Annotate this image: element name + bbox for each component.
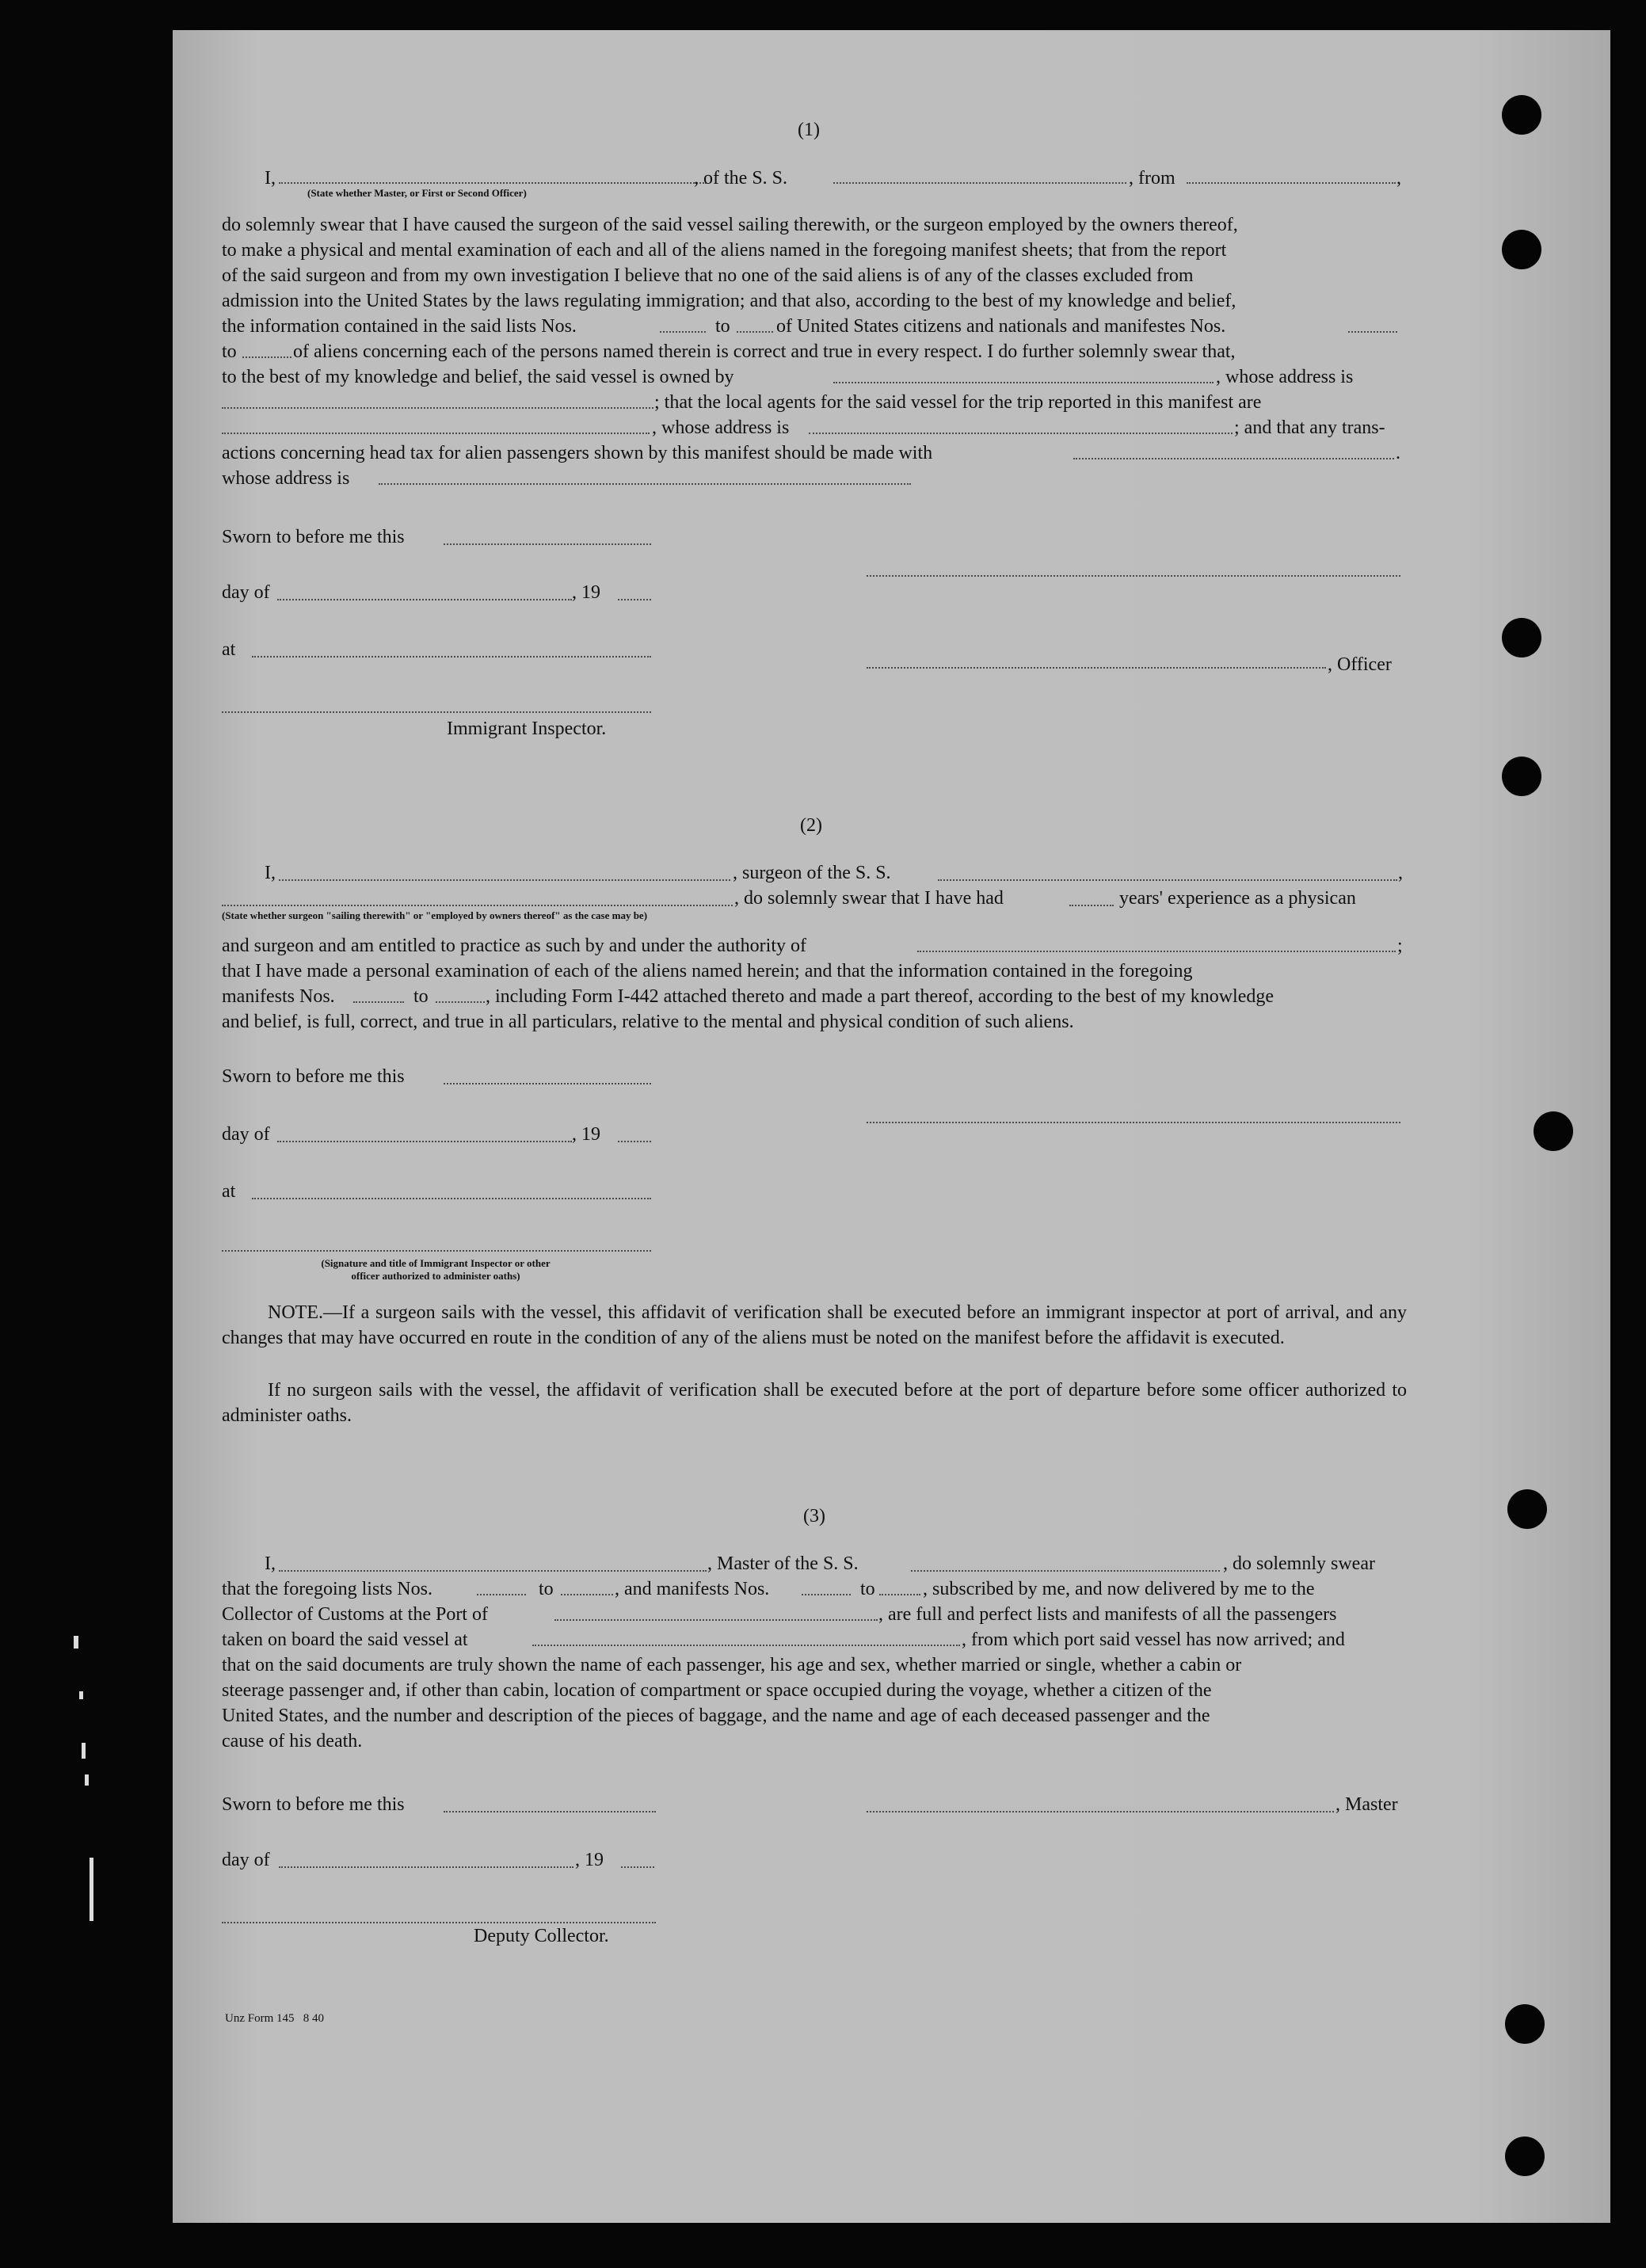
film-speck bbox=[90, 1858, 93, 1921]
owner-blank[interactable] bbox=[833, 382, 1214, 383]
s2-at-label: at bbox=[222, 1181, 236, 1202]
s3-sworn-label: Sworn to before me this bbox=[222, 1794, 405, 1815]
film-speck bbox=[85, 1774, 89, 1786]
s3-lists-to-blank[interactable] bbox=[561, 1594, 613, 1595]
s2-line1-surgeon: , surgeon of the S. S. bbox=[733, 863, 891, 883]
s1-text-line7b: to bbox=[715, 316, 730, 337]
s1-day-blank[interactable] bbox=[277, 599, 572, 600]
s3-year-blank[interactable] bbox=[621, 1866, 654, 1868]
s1-text-line8a: to bbox=[222, 341, 237, 362]
s1-text-line11b: ; and that any trans- bbox=[1234, 417, 1385, 438]
s2-line1-comma: , bbox=[1398, 863, 1403, 883]
s2-signature-caption-1: (Signature and title of Immigrant Inspector or other bbox=[321, 1257, 551, 1269]
s2-line2a: , do solemnly swear that I have had bbox=[734, 888, 1004, 909]
s1-line1-comma: , bbox=[1396, 168, 1401, 189]
surgeon-name-blank[interactable] bbox=[279, 879, 730, 881]
manifests-from-blank[interactable] bbox=[1348, 331, 1397, 333]
s3-line1-swear: , do solemnly swear bbox=[1223, 1553, 1375, 1574]
s1-sworn-date-blank[interactable] bbox=[444, 543, 651, 545]
owner-address-blank[interactable] bbox=[222, 407, 653, 409]
s2-note-paragraph-1: NOTE.—If a surgeon sails with the vessel, this affidavit of verification shall be executed before an immigrant inspector at port of arrival, and any changes that may have occurred en route in the condition of any of the aliens must be noted on the manifest before the affidavit is executed. bbox=[222, 1302, 1407, 1348]
s2-line2b: years' experience as a physican bbox=[1119, 888, 1356, 909]
s3-master-signature-blank[interactable] bbox=[867, 1811, 1334, 1812]
s1-inspector-label: Immigrant Inspector. bbox=[447, 719, 607, 739]
s1-text-line7a: the information contained in the said lists Nos. bbox=[222, 316, 577, 337]
s1-text-line3: do solemnly swear that I have caused the surgeon of the said vessel sailing therewith, or the surgeon employed by the owners thereof, bbox=[222, 215, 1238, 235]
s1-signature-blank[interactable] bbox=[867, 575, 1400, 577]
s2-line5b: to bbox=[413, 986, 429, 1007]
from-port-blank[interactable] bbox=[1187, 182, 1396, 184]
s3-vessel-blank[interactable] bbox=[911, 1570, 1220, 1572]
s1-text-line13: whose address is bbox=[222, 468, 350, 489]
s1-text-line12: actions concerning head tax for alien passengers shown by this manifest should be made with bbox=[222, 443, 933, 463]
s1-text-line9a: to the best of my knowledge and belief, the said vessel is owned by bbox=[222, 367, 734, 387]
s2-line3-end: ; bbox=[1397, 936, 1403, 956]
punch-hole bbox=[1502, 230, 1541, 269]
lists-from-blank[interactable] bbox=[660, 331, 706, 333]
authority-blank[interactable] bbox=[917, 951, 1396, 952]
s3-master-name-blank[interactable] bbox=[279, 1570, 707, 1572]
s3-line8: cause of his death. bbox=[222, 1731, 363, 1752]
s3-master-label: , Master bbox=[1335, 1794, 1398, 1815]
s1-text-line6: admission into the United States by the laws regulating immigration; and that also, according to the best of my knowledge and belief, bbox=[222, 291, 1236, 311]
s2-note-paragraph-2: If no surgeon sails with the vessel, the affidavit of verification shall be executed before at the port of departure before some officer authorized to administer oaths. bbox=[222, 1380, 1407, 1426]
section-2-heading: (2) bbox=[800, 815, 822, 836]
master-name-blank[interactable] bbox=[279, 182, 707, 184]
s3-line5: that on the said documents are truly shown the name of each passenger, his age and sex, whether married or single, whether a cabin or bbox=[222, 1655, 1242, 1675]
s1-inspector-signature-blank[interactable] bbox=[222, 711, 651, 713]
boarding-port-blank[interactable] bbox=[532, 1645, 960, 1646]
punch-hole bbox=[1502, 757, 1541, 796]
s1-text-line11a: , whose address is bbox=[652, 417, 790, 438]
s2-vessel-blank[interactable] bbox=[938, 879, 1397, 881]
section-3-heading: (3) bbox=[803, 1506, 825, 1527]
s3-year-label: , 19 bbox=[575, 1850, 604, 1870]
s2-line5c: , including Form I-442 attached thereto and made a part thereof, according to the best of my knowledge bbox=[486, 986, 1275, 1007]
film-speck bbox=[79, 1691, 83, 1699]
s1-place-blank[interactable] bbox=[252, 656, 651, 658]
s2-surgeon-signature-blank[interactable] bbox=[867, 1122, 1400, 1123]
s3-line3b: , are full and perfect lists and manifests of all the passengers bbox=[878, 1604, 1337, 1625]
s1-officer-label: , Officer bbox=[1328, 654, 1392, 675]
lists-to-blank[interactable] bbox=[737, 331, 773, 333]
s1-line1-from: , from bbox=[1129, 168, 1175, 189]
s2-year-label: , 19 bbox=[572, 1124, 600, 1145]
s1-sworn-label: Sworn to before me this bbox=[222, 527, 405, 547]
film-speck bbox=[82, 1743, 86, 1759]
punch-hole bbox=[1502, 618, 1541, 658]
s2-manifests-from-blank[interactable] bbox=[353, 1001, 404, 1003]
s2-sworn-date-blank[interactable] bbox=[444, 1083, 651, 1084]
s3-line2c: , and manifests Nos. bbox=[615, 1579, 770, 1599]
s3-lists-from-blank[interactable] bbox=[477, 1594, 526, 1595]
s1-line1-ofss: , of the S. S. bbox=[694, 168, 788, 189]
s3-line2a: that the foregoing lists Nos. bbox=[222, 1579, 432, 1599]
s3-sworn-date-blank[interactable] bbox=[444, 1811, 656, 1812]
s1-text-line7c: of United States citizens and nationals and manifestes Nos. bbox=[776, 316, 1226, 337]
punch-hole bbox=[1534, 1111, 1573, 1151]
s3-manifests-to-blank[interactable] bbox=[879, 1594, 920, 1595]
s1-line1-i: I, bbox=[265, 168, 276, 189]
local-agents-blank[interactable] bbox=[222, 433, 650, 434]
s3-line1-master: , Master of the S. S. bbox=[707, 1553, 859, 1574]
s1-dayof-label: day of bbox=[222, 582, 270, 603]
s3-line7: United States, and the number and description of the pieces of baggage, and the name and age of each deceased passenger and the bbox=[222, 1706, 1210, 1726]
s2-surgeon-note: (State whether surgeon "sailing therewith" or "employed by owners thereof" as the case may be) bbox=[222, 909, 648, 921]
s1-text-line12-end: . bbox=[1396, 443, 1400, 463]
s1-officer-signature-blank[interactable] bbox=[867, 667, 1326, 669]
vessel-name-blank[interactable] bbox=[833, 182, 1126, 184]
film-speck bbox=[74, 1636, 78, 1649]
s1-text-line10: ; that the local agents for the said vessel for the trip reported in this manifest are bbox=[654, 392, 1262, 413]
punch-hole bbox=[1507, 1489, 1547, 1529]
s3-collector-label: Deputy Collector. bbox=[474, 1926, 609, 1946]
head-tax-address-blank[interactable] bbox=[379, 483, 911, 485]
s3-day-blank[interactable] bbox=[279, 1866, 573, 1868]
s1-year-blank[interactable] bbox=[618, 599, 651, 600]
s3-line2e: , subscribed by me, and now delivered by me to the bbox=[923, 1579, 1315, 1599]
manifests-to-blank[interactable] bbox=[242, 356, 291, 358]
years-experience-blank[interactable] bbox=[1069, 905, 1114, 906]
s1-text-line5: of the said surgeon and from my own investigation I believe that no one of the said aliens is of any of the classes excluded from bbox=[222, 265, 1194, 286]
s1-at-label: at bbox=[222, 639, 236, 660]
s3-line2b: to bbox=[539, 1579, 554, 1599]
s2-place-blank[interactable] bbox=[252, 1198, 651, 1199]
s1-officer-note: (State whether Master, or First or Second Officer) bbox=[307, 187, 527, 199]
punch-hole bbox=[1505, 2004, 1545, 2044]
s2-manifests-to-blank[interactable] bbox=[436, 1001, 485, 1003]
s3-line6: steerage passenger and, if other than cabin, location of compartment or space occupied during the voyage, whether a citizen of the bbox=[222, 1680, 1212, 1701]
punch-hole bbox=[1505, 2136, 1545, 2176]
s1-year-label: , 19 bbox=[572, 582, 600, 603]
s1-text-line8b: of aliens concerning each of the persons named therein is correct and true in every respect. I do further solemnly swear that, bbox=[293, 341, 1236, 362]
s2-day-blank[interactable] bbox=[277, 1141, 572, 1142]
s2-sworn-label: Sworn to before me this bbox=[222, 1066, 405, 1087]
s3-line1-i: I, bbox=[265, 1553, 276, 1574]
s3-line3a: Collector of Customs at the Port of bbox=[222, 1604, 488, 1625]
s2-line6: and belief, is full, correct, and true in all particulars, relative to the mental and physical condition of such aliens. bbox=[222, 1012, 1074, 1032]
s2-line1-i: I, bbox=[265, 863, 276, 883]
section-1-heading: (1) bbox=[798, 120, 820, 140]
port-blank[interactable] bbox=[554, 1619, 878, 1621]
s3-manifests-from-blank[interactable] bbox=[802, 1594, 851, 1595]
s2-line5a: manifests Nos. bbox=[222, 986, 335, 1007]
s1-text-line4: to make a physical and mental examination of each and all of the aliens named in the foregoing manifest sheets; that from the report bbox=[222, 240, 1227, 261]
surgeon-status-blank[interactable] bbox=[222, 905, 733, 906]
s2-line3: and surgeon and am entitled to practice as such by and under the authority of bbox=[222, 936, 806, 956]
s1-text-line9b: , whose address is bbox=[1216, 367, 1354, 387]
agents-address-blank[interactable] bbox=[809, 433, 1233, 434]
head-tax-contact-blank[interactable] bbox=[1073, 458, 1394, 459]
s3-line2d: to bbox=[860, 1579, 875, 1599]
s2-signature-caption-2: officer authorized to administer oaths) bbox=[351, 1270, 520, 1282]
s2-line4: that I have made a personal examination of each of the aliens named herein; and that the information contained in the foregoing bbox=[222, 961, 1193, 982]
s3-line4a: taken on board the said vessel at bbox=[222, 1630, 468, 1650]
s2-inspector-signature-blank[interactable] bbox=[222, 1250, 651, 1252]
s2-dayof-label: day of bbox=[222, 1124, 270, 1145]
s2-year-blank[interactable] bbox=[618, 1141, 651, 1142]
punch-hole bbox=[1502, 95, 1541, 135]
form-number: Unz Form 145 8 40 bbox=[225, 2012, 324, 2025]
s3-line4b: , from which port said vessel has now arrived; and bbox=[962, 1630, 1345, 1650]
s3-dayof-label: day of bbox=[222, 1850, 270, 1870]
